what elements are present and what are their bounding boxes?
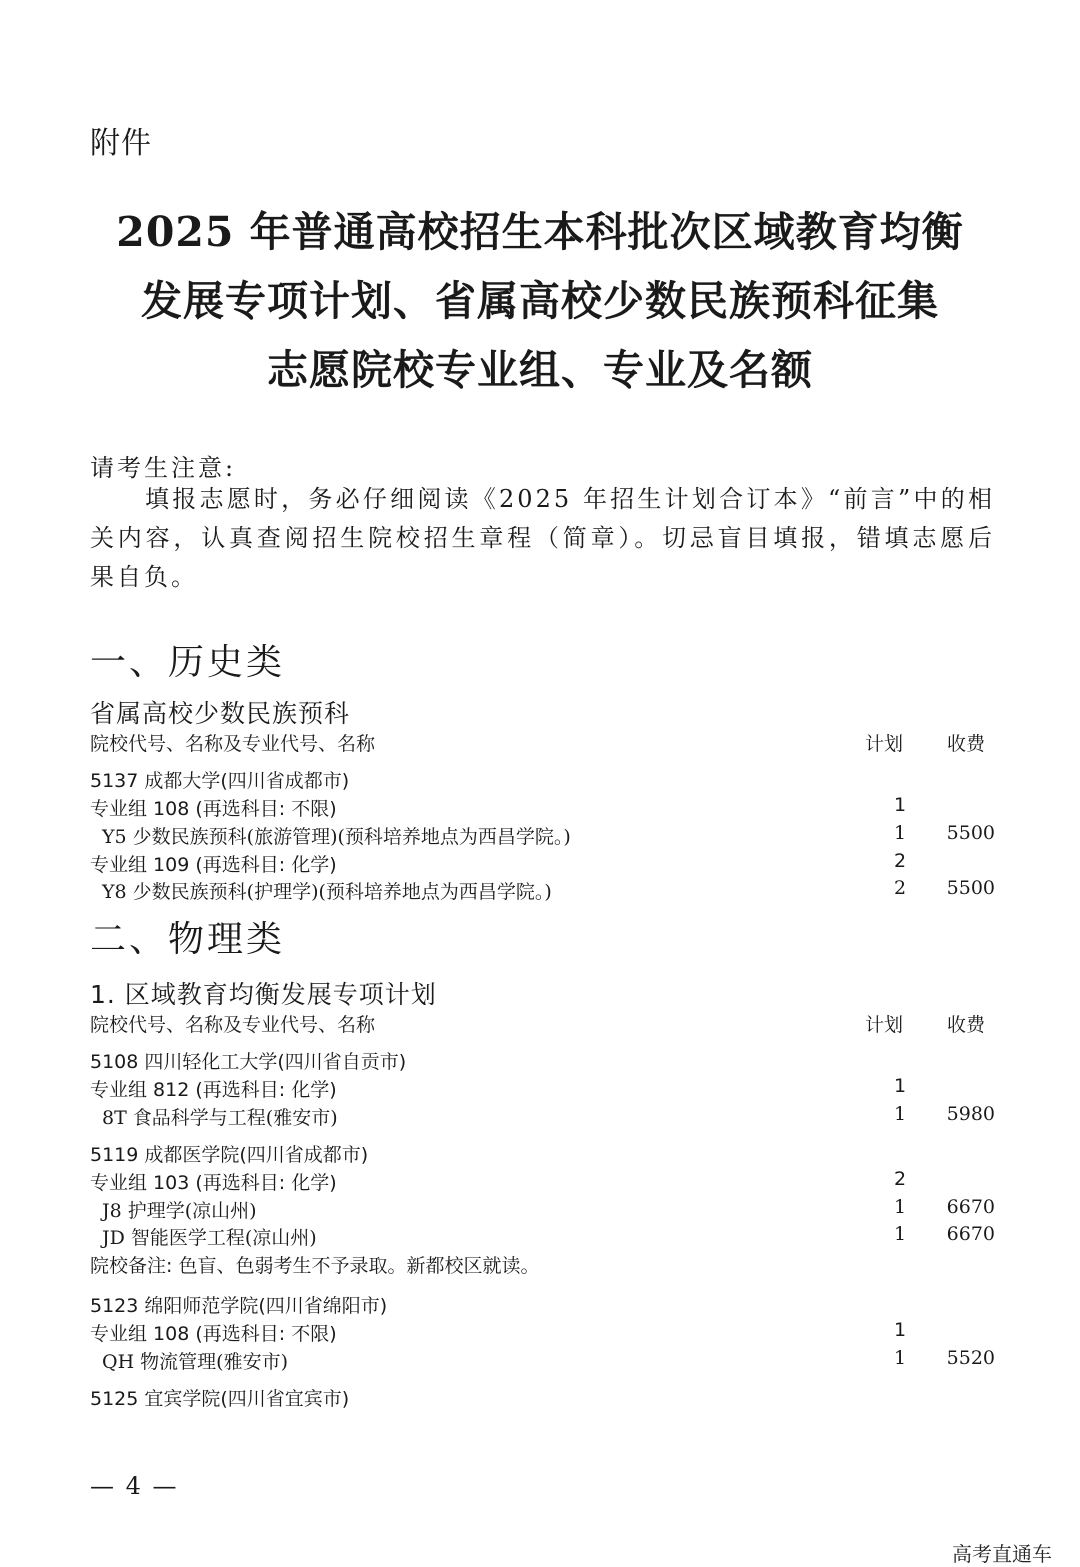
row-fee: 5980 xyxy=(946,1103,995,1125)
row-name: Y5 少数民族预科(旅游管理)(预科培养地点为西昌学院。) xyxy=(102,826,571,848)
row-plan: 1 xyxy=(893,1075,907,1097)
table-row xyxy=(90,850,995,878)
row-fee: 5500 xyxy=(946,822,995,844)
title-line-2: 发展专项计划、省属高校少数民族预科征集 xyxy=(141,277,939,325)
section-title-physics: 二、物理类 xyxy=(90,919,286,960)
table-row xyxy=(90,794,995,822)
column-plan-header: 计划 xyxy=(865,1014,904,1036)
table-row xyxy=(90,1103,995,1131)
row-name: 专业组 812 (再选科目: 化学) xyxy=(90,1079,337,1101)
school-remark xyxy=(90,1251,995,1279)
row-name: 5123 绵阳师范学院(四川省绵阳市) xyxy=(90,1295,388,1317)
column-header-physics xyxy=(90,1010,995,1038)
row-plan: 1 xyxy=(893,1223,907,1245)
notice-body: 填报志愿时，务必仔细阅读《2025 年招生计划合订本》“前言”中的相关内容，认真查阅招生院校招生章程（简章）。切忌盲目填报，错填志愿后果自负。 xyxy=(90,485,995,591)
row-plan: 1 xyxy=(893,1196,907,1218)
row-name: 5137 成都大学(四川省成都市) xyxy=(90,770,350,792)
row-name: 专业组 108 (再选科目: 不限) xyxy=(90,798,337,820)
table-row xyxy=(90,1347,995,1375)
row-plan: 1 xyxy=(893,1347,907,1369)
title-line-3: 志愿院校专业组、专业及名额 xyxy=(267,346,813,394)
row-plan: 1 xyxy=(893,794,907,816)
row-fee: 6670 xyxy=(946,1223,995,1245)
table-row xyxy=(90,1291,995,1319)
table-row xyxy=(90,877,995,905)
row-name: 8T 食品科学与工程(雅安市) xyxy=(102,1107,338,1129)
row-plan: 2 xyxy=(893,877,907,899)
table-row xyxy=(90,1196,995,1224)
column-fee-header: 收费 xyxy=(947,1014,986,1036)
table-row xyxy=(90,822,995,850)
subtitle-history: 省属高校少数民族预科 xyxy=(90,699,351,728)
row-name: 专业组 109 (再选科目: 化学) xyxy=(90,854,337,876)
notice-heading: 请考生注意: xyxy=(90,454,237,482)
column-name-header: 院校代号、名称及专业代号、名称 xyxy=(90,733,376,755)
row-name: Y8 少数民族预科(护理学)(预科培养地点为西昌学院。) xyxy=(102,881,552,903)
row-name: JD 智能医学工程(凉山州) xyxy=(102,1227,317,1249)
title-line-1: 2025 年普通高校招生本科批次区域教育均衡 xyxy=(116,208,964,256)
row-name: 5108 四川轻化工大学(四川省自贡市) xyxy=(90,1051,407,1073)
row-name: 院校备注: 色盲、色弱考生不予录取。新都校区就读。 xyxy=(90,1255,540,1277)
row-name: 5125 宜宾学院(四川省宜宾市) xyxy=(90,1388,350,1410)
table-row xyxy=(90,1223,995,1251)
row-name: 5119 成都医学院(四川省成都市) xyxy=(90,1144,369,1166)
subtitle-physics: 1. 区域教育均衡发展专项计划 xyxy=(90,980,437,1009)
row-name: QH 物流管理(雅安市) xyxy=(102,1351,289,1373)
column-header-history xyxy=(90,729,995,757)
table-row xyxy=(90,1384,995,1412)
row-plan: 1 xyxy=(893,1103,907,1125)
column-fee-header: 收费 xyxy=(947,733,986,755)
page-number: — 4 — xyxy=(90,1472,179,1500)
table-row xyxy=(90,1140,995,1168)
table-row xyxy=(90,766,995,794)
attachment-label: 附件 xyxy=(90,126,152,161)
watermark: 高考直通车 xyxy=(952,1542,1052,1566)
section-title-history: 一、历史类 xyxy=(90,642,286,683)
row-plan: 1 xyxy=(893,1319,907,1341)
row-name: 专业组 103 (再选科目: 化学) xyxy=(90,1172,337,1194)
row-fee: 6670 xyxy=(946,1196,995,1218)
row-plan: 2 xyxy=(893,850,907,872)
row-fee: 5520 xyxy=(946,1347,995,1369)
row-fee: 5500 xyxy=(946,877,995,899)
row-plan: 1 xyxy=(893,822,907,844)
table-row xyxy=(90,1319,995,1347)
column-plan-header: 计划 xyxy=(865,733,904,755)
column-name-header: 院校代号、名称及专业代号、名称 xyxy=(90,1014,376,1036)
table-row xyxy=(90,1168,995,1196)
row-plan: 2 xyxy=(893,1168,907,1190)
table-row xyxy=(90,1047,995,1075)
row-name: 专业组 108 (再选科目: 不限) xyxy=(90,1323,337,1345)
document-title xyxy=(60,198,1020,405)
table-row xyxy=(90,1075,995,1103)
row-name: J8 护理学(凉山州) xyxy=(102,1200,257,1222)
